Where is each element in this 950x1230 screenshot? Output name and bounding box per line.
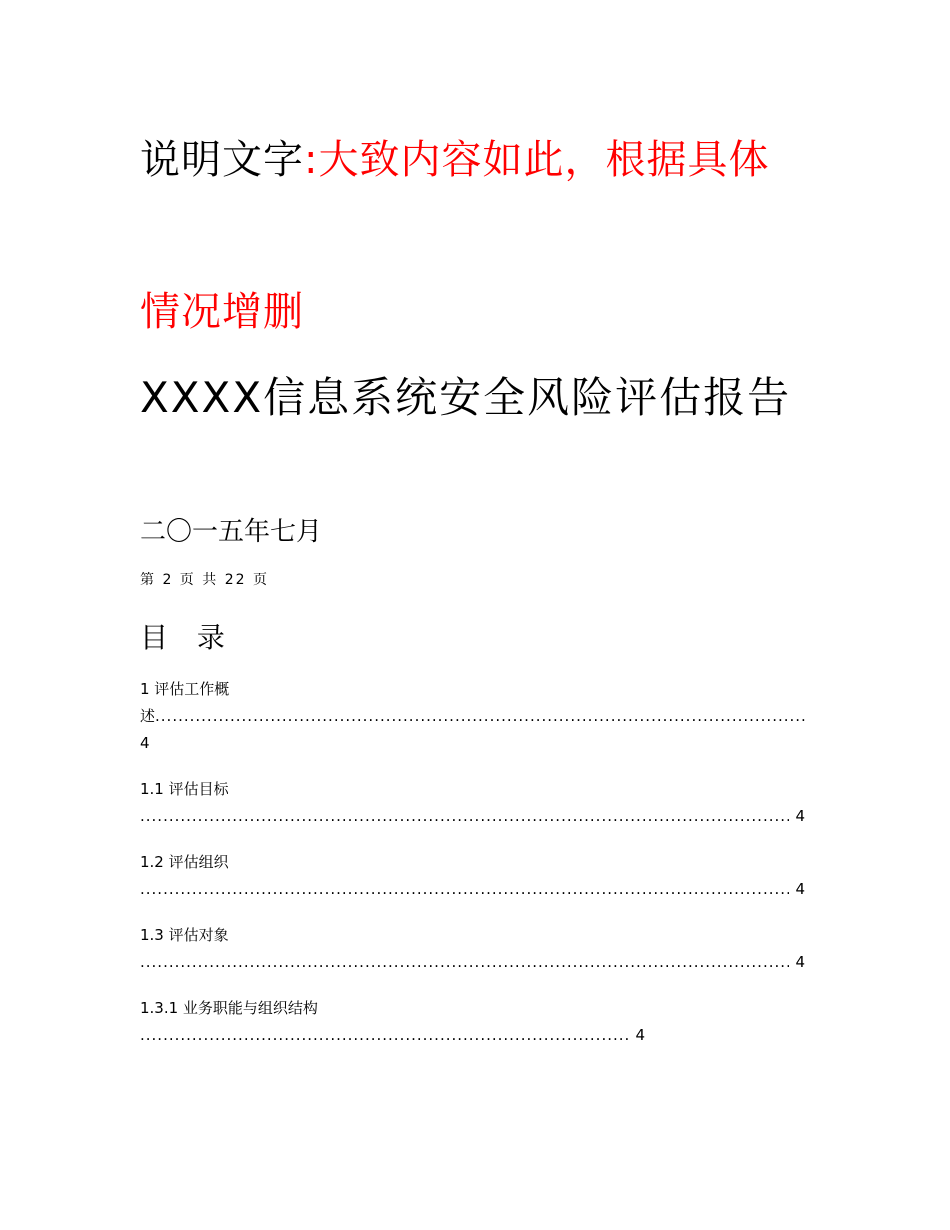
- toc-entry-page: 4: [635, 1026, 645, 1044]
- page-counter: 第 2 页 共 22 页: [140, 572, 269, 588]
- toc-entry-1-1[interactable]: [140, 776, 805, 830]
- note-red-line2: 情况增删: [140, 289, 304, 335]
- toc-entry-title: 1 评估工作概: [140, 680, 230, 698]
- report-date: 二〇一五年七月: [140, 517, 323, 547]
- toc-entry-leader-line: [140, 703, 805, 730]
- toc-entry-title: 1.2 评估组织: [140, 853, 229, 871]
- toc-entry-leader-line: [140, 949, 805, 976]
- toc-entry-leader-line: [140, 1022, 645, 1049]
- toc-entry-title: 1.1 评估目标: [140, 780, 229, 798]
- toc-entry-leader-line: [140, 876, 805, 903]
- toc-entry-page: 4: [795, 880, 805, 898]
- toc-entry-1-3[interactable]: [140, 922, 805, 976]
- toc-entry-1-2[interactable]: [140, 849, 805, 903]
- note-red-text: :大致内容如此，根据具体: [304, 137, 770, 183]
- toc-entry-1[interactable]: [140, 676, 805, 757]
- toc-dot-leader: [140, 876, 789, 903]
- toc-dot-leader: [140, 803, 789, 830]
- toc-heading: 目 录: [140, 621, 235, 654]
- toc-entry-leader-line: [140, 803, 805, 830]
- toc-entry-1-3-1[interactable]: [140, 995, 645, 1049]
- toc-dot-leader: [155, 703, 805, 730]
- toc-entry-title: 1.3.1 业务职能与组织结构: [140, 999, 318, 1017]
- toc-entry-title-cont: 述: [140, 707, 156, 725]
- report-title: XXXX信息系统安全风险评估报告: [140, 373, 792, 422]
- toc-entry-page: 4: [140, 734, 150, 752]
- instruction-note: [140, 128, 820, 192]
- toc-entry-title: 1.3 评估对象: [140, 926, 229, 944]
- toc-entry-page: 4: [795, 953, 805, 971]
- note-label: 说明文字: [140, 137, 304, 183]
- toc-dot-leader: [140, 1022, 629, 1049]
- toc-dot-leader: [140, 949, 789, 976]
- toc-entry-page: 4: [795, 807, 805, 825]
